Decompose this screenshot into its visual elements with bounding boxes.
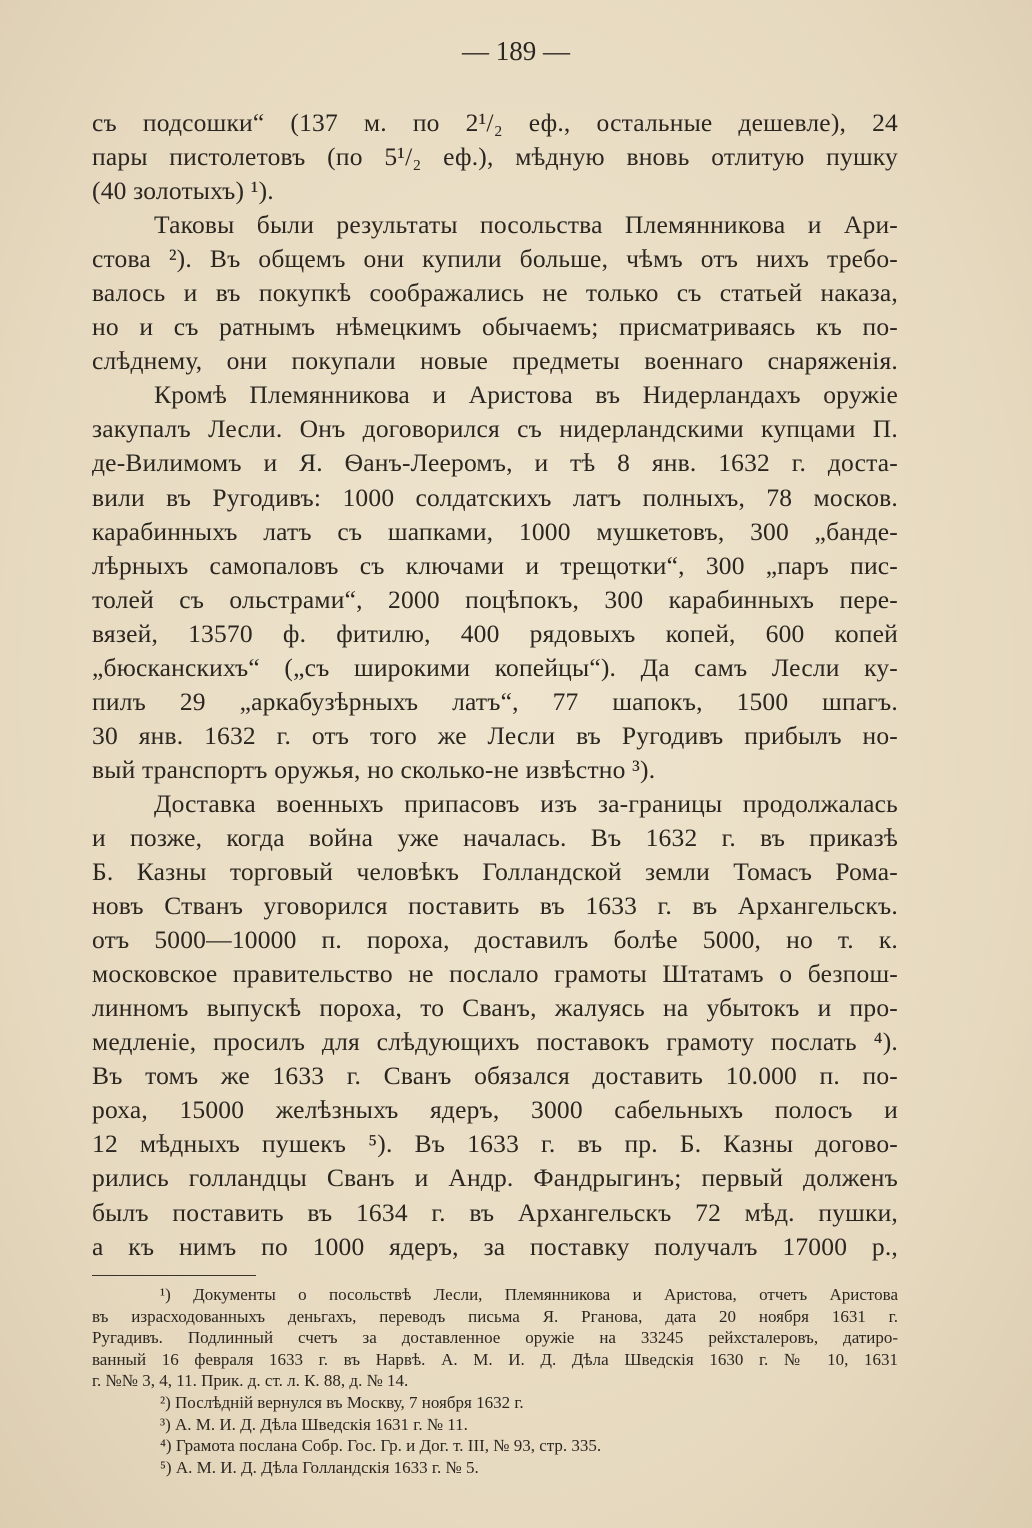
text-line: линномъ выпускѣ пороха, то Сванъ, жалуясь на убытокъ и про- [92, 993, 898, 1023]
footnote-line: ⁴) Грамота послана Собр. Гос. Гр. и Дог. т. III, № 93, стр. 335. [160, 1436, 602, 1456]
text-line: вязей, 13570 ф. фитилю, 400 рядовыхъ копей, 600 копей [92, 618, 898, 648]
text-line: пилъ 29 „аркабузѣрныхъ латъ“, 77 шапокъ, 1500 шпагъ. [92, 686, 898, 716]
text-line: валось и въ покупкѣ соображались не только съ статьей наказа, [92, 278, 898, 308]
text-line: и позже, когда война уже началась. Въ 1632 г. въ приказѣ [92, 822, 898, 852]
footnotes [92, 1284, 898, 1478]
text-line: (40 золотыхъ) ¹). [92, 176, 274, 206]
text-line: рились голландцы Сванъ и Андр. Фандрыгинъ; первый долженъ [92, 1163, 898, 1193]
main-text [92, 106, 898, 1264]
text-line: новъ Стванъ уговорился поставить въ 1633 г. въ Архангельскъ. [92, 891, 898, 921]
text-line: стова ²). Въ общемъ они купили больше, чѣмъ отъ нихъ требо- [92, 244, 898, 274]
footnote-line: Ругадивъ. Подлинный счетъ за доставленное оружіе на 33245 рейхсталеровъ, датиро- [92, 1328, 898, 1348]
text-line: лѣрныхъ самопаловъ съ ключами и трещотки“, 300 „паръ пис- [92, 550, 898, 580]
footnote-line: ²) Послѣднiй вернулся въ Москву, 7 ноября 1632 г. [160, 1392, 524, 1412]
text-line: отъ 5000—10000 п. пороха, доставилъ болѣе 5000, но т. к. [92, 925, 898, 955]
text-line: де-Вилимомъ и Я. Ѳанъ-Лееромъ, и тѣ 8 янв. 1632 г. доста- [92, 448, 898, 478]
text-line: съ подсошки“ (137 м. по 2¹/₂ еф., остальные дешевле), 24 [92, 108, 898, 137]
text-line: закупалъ Лесли. Онъ договорился съ нидерландскими купцами П. [92, 414, 898, 444]
text-line: карабинныхъ латъ съ шапками, 1000 мушкетовъ, 300 „банде- [92, 516, 898, 546]
footnote-line: ⁵) А. М. И. Д. Дѣла Голландскія 1633 г. № 5. [160, 1457, 479, 1477]
footnote-line: ванный 16 февраля 1633 г. въ Нарвѣ. А. М. И. Д. Дѣла Шведскія 1630 г. № 10, 1631 [92, 1349, 898, 1369]
footnote-line: ¹) Документы о посольствѣ Лесли, Племянникова и Аристова, отчетъ Аристова [160, 1285, 898, 1304]
text-line: 12 мѣдныхъ пушекъ ⁵). Въ 1633 г. въ пр. Б. Казны догово- [92, 1129, 898, 1159]
text-line: вый транспортъ оружья, но сколько-не извѣстно ³). [92, 754, 656, 784]
text-line: Кромѣ Племянникова и Аристова въ Нидерландахъ оружіе [154, 380, 898, 410]
text-line: а къ нимъ по 1000 ядеръ, за поставку получалъ 17000 р., [92, 1231, 898, 1261]
text-line: „бюсканскихъ“ („съ широкими копейцы“). Да самъ Лесли ку- [92, 652, 898, 682]
footnote-divider [92, 1275, 256, 1276]
text-line: пары пистолетовъ (по 5¹/₂ еф.), мѣдную вновь отлитую пушку [92, 142, 898, 172]
text-line: слѣднему, они покупали новые предметы военнаго снаряженія. [92, 346, 898, 376]
footnote-line: въ израсходованныхъ деньгахъ, переводъ письма Я. Рганова, дата 20 ноября 1631 г. [92, 1306, 898, 1326]
text-line: 30 янв. 1632 г. отъ того же Лесли въ Ругодивъ прибылъ но- [92, 720, 898, 750]
text-line: вили въ Ругодивъ: 1000 солдатскихъ латъ полныхъ, 78 москов. [92, 482, 898, 512]
text-line: Въ томъ же 1633 г. Сванъ обязался доставить 10.000 п. по- [92, 1061, 898, 1091]
text-line: московское правительство не послало грамоты Штатамъ о безпош- [92, 959, 898, 989]
text-line: роха, 15000 желѣзныхъ ядеръ, 3000 сабельныхъ полосъ и [92, 1095, 898, 1125]
footnote-line: ³) А. М. И. Д. Дѣла Шведскія 1631 г. № 11. [160, 1414, 468, 1434]
footnote-line: г. №№ 3, 4, 11. Прик. д. ст. л. К. 88, д. № 14. [92, 1371, 409, 1391]
text-line: но и съ ратнымъ нѣмецкимъ обычаемъ; присматриваясь къ по- [92, 312, 898, 342]
text-line: былъ поставить въ 1634 г. въ Архангельскъ 72 мѣд. пушки, [92, 1197, 898, 1227]
text-line: толей съ ольстрами“, 2000 поцѣпокъ, 300 карабинныхъ пере- [92, 584, 898, 614]
text-line: Б. Казны торговый человѣкъ Голландской земли Томасъ Рома- [92, 857, 898, 887]
text-line: медленіе, просилъ для слѣдующихъ поставокъ грамоту послать ⁴). [92, 1027, 898, 1057]
text-line: Таковы были результаты посольства Племянникова и Ари- [154, 210, 898, 240]
text-line: Доставка военныхъ припасовъ изъ за-границы продолжалась [154, 788, 898, 818]
page-number: — 189 — [462, 36, 570, 66]
